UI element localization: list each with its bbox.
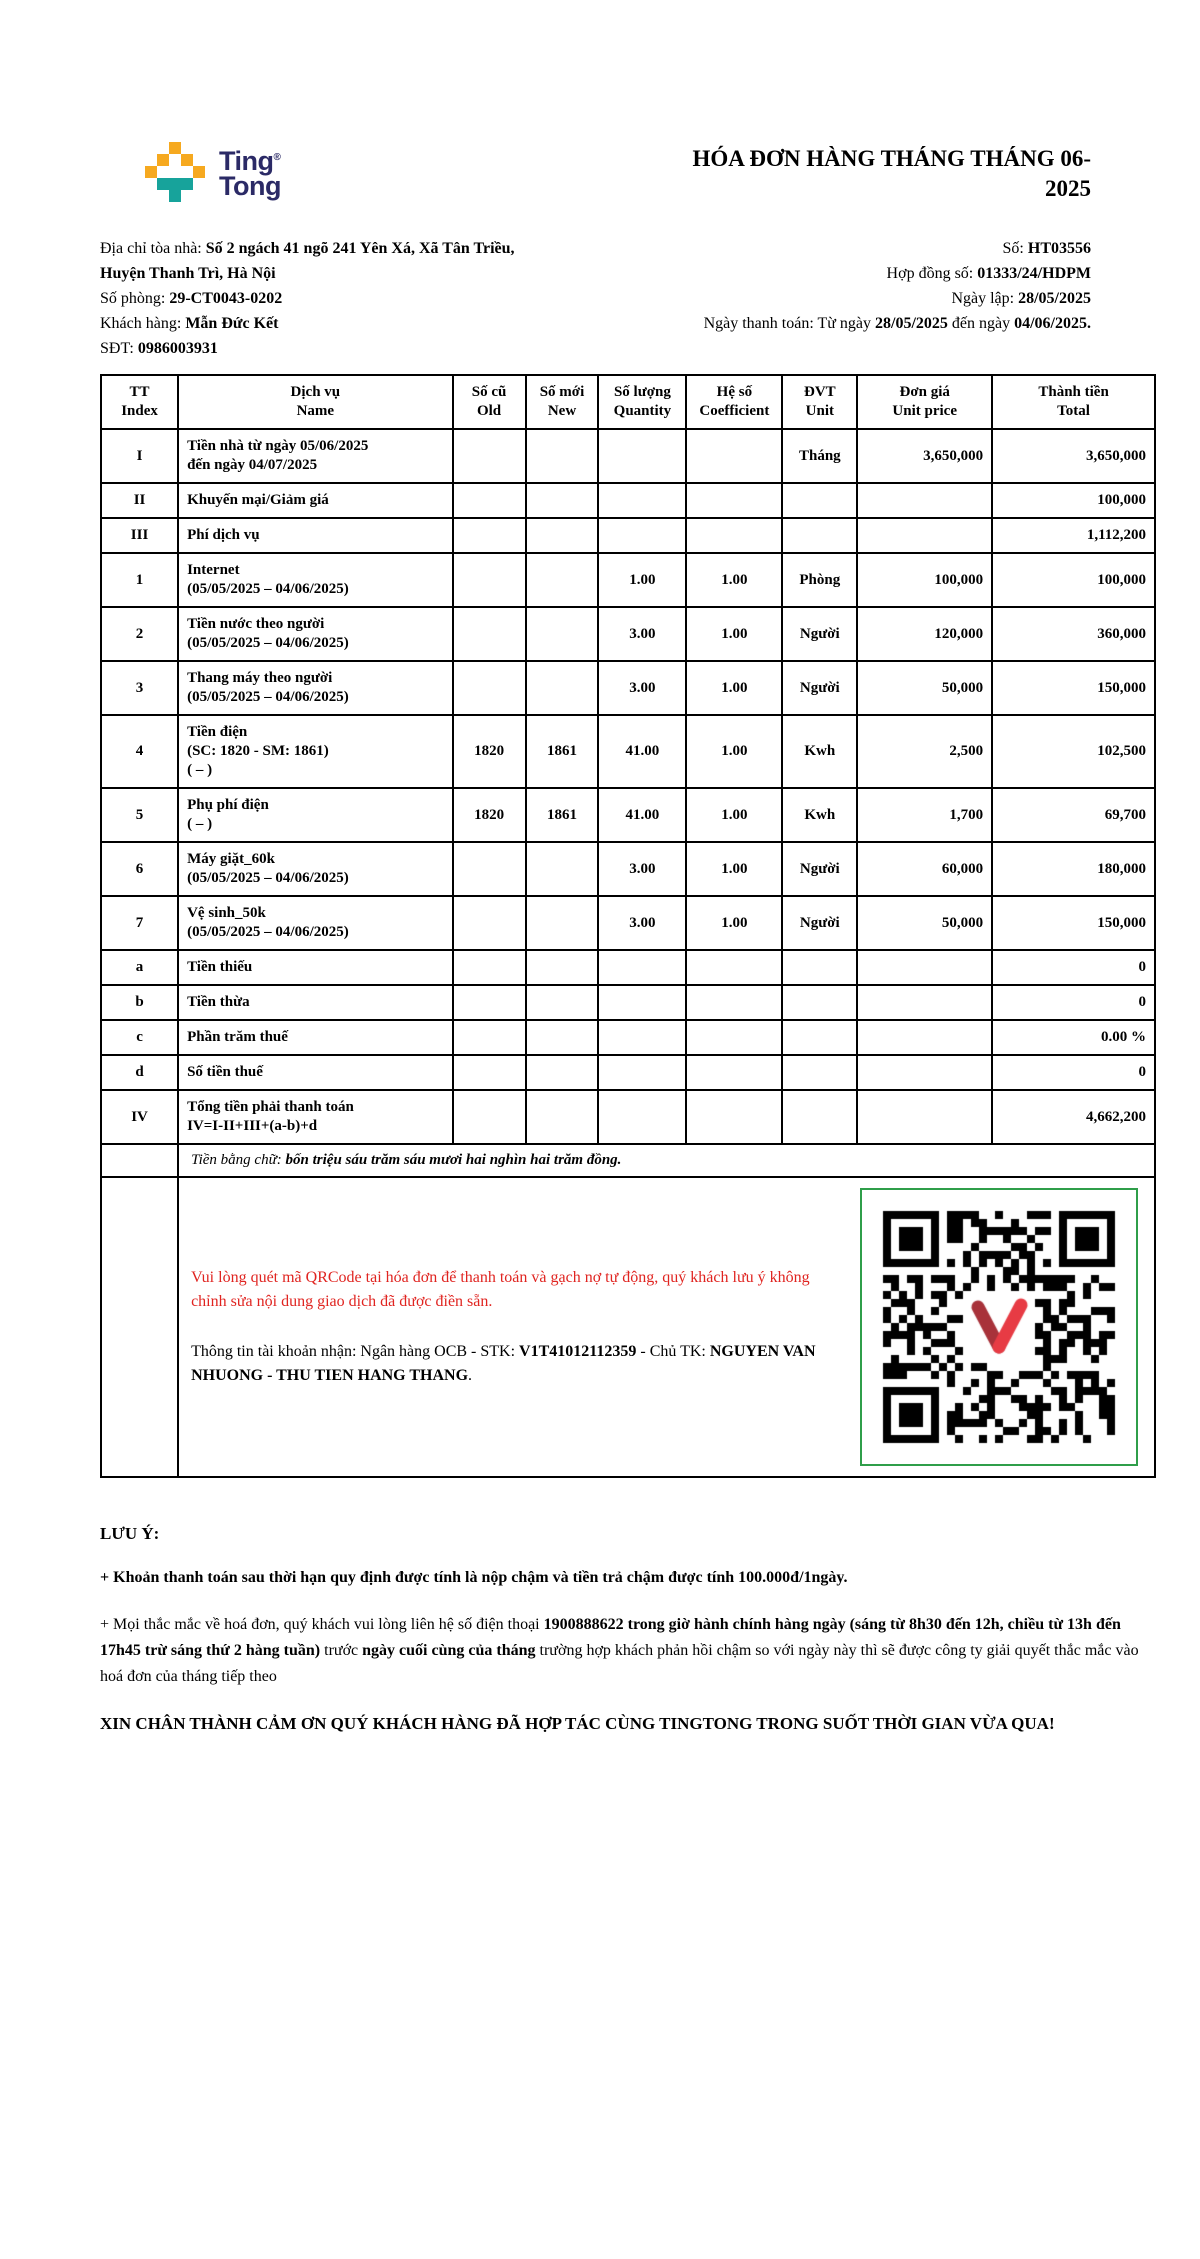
customer-name-line [100, 311, 620, 336]
cell-tt: b [101, 985, 178, 1020]
cell-old [453, 842, 526, 896]
cell-new [526, 553, 599, 607]
invoice-info [704, 236, 1091, 361]
cell-total: 4,662,200 [992, 1090, 1155, 1144]
cell-total: 360,000 [992, 607, 1155, 661]
column-header: ĐVT Unit [782, 375, 857, 429]
cell-tt: II [101, 483, 178, 518]
cell-old [453, 518, 526, 553]
cell-unit: Tháng [782, 429, 857, 483]
cell-coef [686, 429, 782, 483]
invoice-number-line [704, 236, 1091, 261]
cell-price [857, 1055, 992, 1090]
cell-name: Tiền điện (SC: 1820 - SM: 1861) ( – ) [178, 715, 453, 788]
contact-mid-text: trước [320, 1642, 363, 1659]
cell-old [453, 483, 526, 518]
column-header: Dịch vụ Name [178, 375, 453, 429]
building-address-line2: Huyện Thanh Trì, Hà Nội [100, 265, 276, 282]
invoice-title: HÓA ĐƠN HÀNG THÁNG THÁNG 06-2025 [692, 146, 1091, 201]
phone-label: SĐT: [100, 340, 138, 357]
cell-old [453, 1055, 526, 1090]
table-header [101, 375, 1155, 429]
payment-mid-text: đến ngày [947, 315, 1015, 332]
cell-tt: 1 [101, 553, 178, 607]
cell-qty [598, 985, 686, 1020]
room-value: 29-CT0043-0202 [169, 290, 283, 307]
account-holder-name: NGUYEN VAN NHUONG - THU TIEN HANG THANG [191, 1343, 816, 1384]
tingtong-logo [145, 142, 281, 202]
cell-unit [782, 518, 857, 553]
customer-info [100, 236, 620, 361]
cell-total: 3,650,000 [992, 429, 1155, 483]
address-label: Địa chỉ tòa nhà: [100, 240, 206, 257]
cell-new [526, 483, 599, 518]
cell-tt: 7 [101, 896, 178, 950]
cell-price: 1,700 [857, 788, 992, 842]
issue-date-value: 28/05/2025 [1018, 290, 1091, 307]
cell-total: 180,000 [992, 842, 1155, 896]
column-header: Đơn giá Unit price [857, 375, 992, 429]
cell-coef [686, 518, 782, 553]
cell-unit: Người [782, 607, 857, 661]
cell-tt: a [101, 950, 178, 985]
cell-price [857, 1020, 992, 1055]
cell-new [526, 607, 599, 661]
cell-qty [598, 429, 686, 483]
contract-value: 01333/24/HDPM [977, 265, 1091, 282]
account-prefix-text: Thông tin tài khoản nhận: Ngân hàng OCB - STK: [191, 1343, 520, 1360]
cell-unit: Người [782, 661, 857, 715]
cell-qty [598, 950, 686, 985]
cell-coef: 1.00 [686, 607, 782, 661]
cell-new [526, 661, 599, 715]
cell-coef [686, 1020, 782, 1055]
cell-qty: 3.00 [598, 842, 686, 896]
cell-tt: d [101, 1055, 178, 1090]
cell-tt: IV [101, 1090, 178, 1144]
table-row [101, 661, 1155, 715]
deadline-text: ngày cuối cùng của tháng [362, 1642, 536, 1659]
invoice-header [100, 142, 1153, 204]
cell-tt: 4 [101, 715, 178, 788]
cell-new [526, 985, 599, 1020]
cell-tt: I [101, 429, 178, 483]
invoice-notes [100, 1524, 1156, 1737]
cell-unit [782, 1020, 857, 1055]
cell-price [857, 950, 992, 985]
cell-new [526, 1090, 599, 1144]
cell-total: 0.00 % [992, 1020, 1155, 1055]
table-row [101, 607, 1155, 661]
qr-section-cell [178, 1177, 1155, 1477]
cell-unit [782, 950, 857, 985]
cell-name: Vệ sinh_50k (05/05/2025 – 04/06/2025) [178, 896, 453, 950]
amount-words-label: Tiền bằng chữ: [191, 1152, 286, 1168]
cell-tt: 6 [101, 842, 178, 896]
cell-total: 0 [992, 950, 1155, 985]
cell-price: 50,000 [857, 661, 992, 715]
cell-qty: 3.00 [598, 896, 686, 950]
cell-price [857, 985, 992, 1020]
cell-total: 100,000 [992, 483, 1155, 518]
column-header: TT Index [101, 375, 178, 429]
cell-name: Số tiền thuế [178, 1055, 453, 1090]
cell-name: Phụ phí điện ( – ) [178, 788, 453, 842]
cell-old [453, 985, 526, 1020]
cell-new [526, 842, 599, 896]
cell-name: Tiền nước theo người (05/05/2025 – 04/06/2025) [178, 607, 453, 661]
cell-price: 60,000 [857, 842, 992, 896]
cell-total: 0 [992, 985, 1155, 1020]
cell-old [453, 950, 526, 985]
cell-coef [686, 950, 782, 985]
cell-unit: Kwh [782, 788, 857, 842]
cell-old [453, 429, 526, 483]
phone-value: 0986003931 [137, 340, 218, 357]
cell-tt: c [101, 1020, 178, 1055]
phone-line [100, 336, 620, 361]
cell-qty: 41.00 [598, 715, 686, 788]
cell-coef [686, 1055, 782, 1090]
payment-instructions [191, 1266, 821, 1388]
cell-total: 1,112,200 [992, 518, 1155, 553]
amount-words-row [101, 1144, 1155, 1177]
registered-mark: ® [273, 152, 281, 163]
cell-coef: 1.00 [686, 896, 782, 950]
cell-old [453, 896, 526, 950]
cell-qty: 1.00 [598, 553, 686, 607]
thank-you-message: XIN CHÂN THÀNH CẢM ƠN QUÝ KHÁCH HÀNG ĐÃ HỢP TÁC CÙNG TINGTONG TRONG SUỐT THỜI GIAN VỪA QUA! [100, 1714, 1055, 1733]
invoice-meta [100, 236, 1153, 361]
table-row [101, 483, 1155, 518]
address-value-1: Số 2 ngách 41 ngõ 241 Yên Xá, Xã Tân Triều, [205, 240, 515, 257]
cell-coef: 1.00 [686, 842, 782, 896]
contract-label: Hợp đồng số: [886, 265, 978, 282]
table-row [101, 715, 1155, 788]
cell-price: 120,000 [857, 607, 992, 661]
notes-heading: LƯU Ý: [100, 1524, 160, 1543]
room-label: Số phòng: [100, 290, 170, 307]
contact-note [100, 1612, 1156, 1690]
cell-total: 150,000 [992, 896, 1155, 950]
cell-coef: 1.00 [686, 715, 782, 788]
cell-name: Tiền thừa [178, 985, 453, 1020]
cell-tt: 2 [101, 607, 178, 661]
issue-date-line [704, 286, 1091, 311]
cell-price: 3,650,000 [857, 429, 992, 483]
table-row [101, 788, 1155, 842]
cell-new [526, 1055, 599, 1090]
amount-in-words-cell [178, 1144, 1155, 1177]
cell-total: 0 [992, 1055, 1155, 1090]
cell-name: Tiền nhà từ ngày 05/06/2025 đến ngày 04/07/2025 [178, 429, 453, 483]
cell-qty [598, 1090, 686, 1144]
late-fee-note: + Khoản thanh toán sau thời hạn quy định được tính là nộp chậm và tiền trả chậm được tính 100.000đ/1ngày. [100, 1569, 848, 1586]
cell-new [526, 429, 599, 483]
qr-row [101, 1177, 1155, 1477]
cell-qty [598, 1055, 686, 1090]
cell-coef [686, 1090, 782, 1144]
cell-new [526, 1020, 599, 1055]
cell-old [453, 1020, 526, 1055]
room-number-line [100, 286, 620, 311]
qr-payment-notice: Vui lòng quét mã QRCode tại hóa đơn để thanh toán và gạch nợ tự động, quý khách lưu ý không chỉnh sửa nội dung giao dịch đã được điền sẵn. [191, 1269, 810, 1310]
cell-name: Phần trăm thuế [178, 1020, 453, 1055]
cell-name: Máy giặt_60k (05/05/2025 – 04/06/2025) [178, 842, 453, 896]
table-row [101, 1020, 1155, 1055]
cell-price [857, 483, 992, 518]
table-row [101, 1055, 1155, 1090]
cell-old [453, 1090, 526, 1144]
cell-coef: 1.00 [686, 788, 782, 842]
table-header-row [101, 375, 1155, 429]
cell-price: 50,000 [857, 896, 992, 950]
cell-tt [101, 1144, 178, 1177]
issue-date-label: Ngày lập: [951, 290, 1019, 307]
cell-old [453, 553, 526, 607]
column-header: Số lượng Quantity [598, 375, 686, 429]
tingtong-logo-icon [145, 142, 205, 202]
contact-post-text: trường hợp khách phản hồi chậm so với ngày này thì sẽ được công ty giải quyết thắc mắc vào hoá đơn của tháng tiếp theo [100, 1642, 1139, 1685]
table-row [101, 429, 1155, 483]
cell-qty: 41.00 [598, 788, 686, 842]
cell-price: 100,000 [857, 553, 992, 607]
table-row [101, 1090, 1155, 1144]
cell-coef: 1.00 [686, 661, 782, 715]
cell-qty: 3.00 [598, 661, 686, 715]
table-row [101, 553, 1155, 607]
cell-unit [782, 1090, 857, 1144]
cell-new: 1861 [526, 715, 599, 788]
column-header: Hệ số Coefficient [686, 375, 782, 429]
payment-period-line [704, 311, 1091, 336]
table-row [101, 985, 1155, 1020]
qr-code-image [874, 1202, 1124, 1452]
invoice-number-label: Số: [1002, 240, 1028, 257]
contract-number-line [704, 261, 1091, 286]
cell-unit [782, 1055, 857, 1090]
cell-price: 2,500 [857, 715, 992, 788]
column-header: Số cũ Old [453, 375, 526, 429]
cell-unit [782, 483, 857, 518]
invoice-table [100, 374, 1156, 1478]
cell-unit: Người [782, 842, 857, 896]
cell-price [857, 518, 992, 553]
table-row [101, 842, 1155, 896]
cell-price [857, 1090, 992, 1144]
cell-qty [598, 483, 686, 518]
cell-old [453, 661, 526, 715]
table-row [101, 950, 1155, 985]
cell-tt: 3 [101, 661, 178, 715]
payment-to-date: 04/06/2025. [1014, 315, 1091, 332]
cell-unit: Người [782, 896, 857, 950]
payment-label: Ngày thanh toán: Từ ngày [703, 315, 876, 332]
cell-qty [598, 518, 686, 553]
cell-name: Thang máy theo người (05/05/2025 – 04/06/2025) [178, 661, 453, 715]
cell-qty [598, 1020, 686, 1055]
account-mid-text: - Chủ TK: [636, 1343, 710, 1360]
contact-pre-text: + Mọi thắc mắc về hoá đơn, quý khách vui lòng liên hệ số điện thoại [100, 1616, 544, 1633]
payment-qr-code [860, 1188, 1138, 1466]
cell-total: 150,000 [992, 661, 1155, 715]
account-suffix-text: . [468, 1367, 473, 1384]
cell-name: Phí dịch vụ [178, 518, 453, 553]
cell-new [526, 518, 599, 553]
bank-account-info [191, 1340, 821, 1388]
cell-coef [686, 483, 782, 518]
account-number: V1T41012112359 [519, 1343, 637, 1360]
cell-name: Internet (05/05/2025 – 04/06/2025) [178, 553, 453, 607]
cell-name: Tổng tiền phải thanh toán IV=I-II+III+(a-b)+d [178, 1090, 453, 1144]
table-row [101, 518, 1155, 553]
cell-tt [101, 1177, 178, 1477]
hotline-number: 1900888622 trong giờ hành chính hàng ngày (sáng từ 8h30 đến 12h, chiều từ 13h đến 17h45 trừ sáng thứ 2 hàng tuần) [100, 1616, 1121, 1659]
invoice-number-value: HT03556 [1027, 240, 1091, 257]
column-header: Số mới New [526, 375, 599, 429]
cell-total: 102,500 [992, 715, 1155, 788]
payment-from-date: 28/05/2025 [875, 315, 948, 332]
cell-name: Tiền thiếu [178, 950, 453, 985]
cell-unit: Kwh [782, 715, 857, 788]
cell-new [526, 950, 599, 985]
cell-unit [782, 985, 857, 1020]
cell-total: 100,000 [992, 553, 1155, 607]
building-address-line1 [100, 236, 620, 261]
cell-new [526, 896, 599, 950]
cell-qty: 3.00 [598, 607, 686, 661]
cell-old: 1820 [453, 715, 526, 788]
customer-label: Khách hàng: [100, 315, 186, 332]
tingtong-wordmark [219, 145, 281, 199]
cell-total: 69,700 [992, 788, 1155, 842]
cell-old: 1820 [453, 788, 526, 842]
cell-old [453, 607, 526, 661]
cell-unit: Phòng [782, 553, 857, 607]
logo-line2: Tong [219, 171, 281, 201]
cell-coef: 1.00 [686, 553, 782, 607]
cell-name: Khuyến mại/Giảm giá [178, 483, 453, 518]
column-header: Thành tiền Total [992, 375, 1155, 429]
customer-value: Mẫn Đức Kết [185, 315, 279, 332]
table-row [101, 896, 1155, 950]
logo-line1: Ting [219, 146, 274, 176]
amount-words-value: bốn triệu sáu trăm sáu mươi hai nghìn hai trăm đồng. [285, 1152, 622, 1168]
cell-coef [686, 985, 782, 1020]
cell-tt: 5 [101, 788, 178, 842]
cell-new: 1861 [526, 788, 599, 842]
cell-tt: III [101, 518, 178, 553]
